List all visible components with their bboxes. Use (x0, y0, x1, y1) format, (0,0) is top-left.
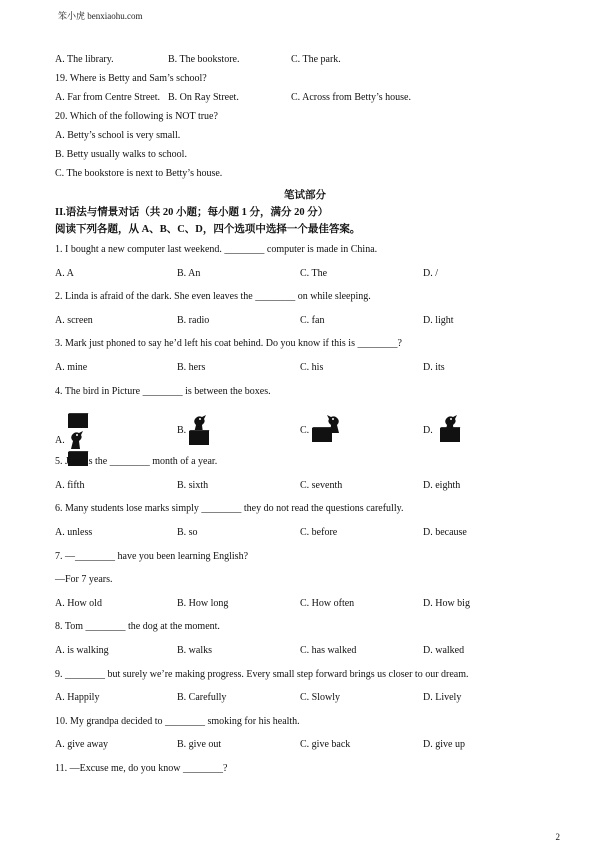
question-text: 7. —________ have you been learning English? (55, 550, 249, 562)
answer-option: B. hers (177, 361, 206, 373)
answer-option: B. radio (177, 314, 210, 326)
document-body (55, 50, 555, 780)
page-number: 2 (555, 832, 560, 842)
answer-option: D. / (423, 267, 438, 279)
question-text: 19. Where is Betty and Sam’s school? (55, 73, 207, 84)
question-text: 3. Mark just phoned to say he’d left his coat behind. Do you know if this is ________? (55, 338, 402, 350)
answer-option: D. because (423, 526, 467, 538)
answer-option: D. light (423, 314, 454, 326)
answer-option: C. before (300, 526, 338, 538)
answer-option: B. The bookstore. (168, 54, 240, 65)
answer-options (55, 50, 555, 69)
bird-and-box-illustration (435, 413, 461, 447)
answer-option: C. The park. (291, 54, 341, 65)
answer-options (55, 356, 555, 380)
answer-options (55, 88, 555, 107)
option-label: D. (423, 424, 433, 436)
answer-option: B. walks (177, 644, 212, 656)
bird-and-box-illustration (188, 413, 212, 447)
answer-option: B. An (177, 267, 201, 279)
picture-option (177, 413, 212, 447)
question-text: 6. Many students lose marks simply ________ they do not read the questions carefully. (55, 503, 404, 515)
picture-option (300, 413, 341, 447)
answer-option: C. fan (300, 314, 325, 326)
answer-options (55, 686, 555, 710)
answer-option: C. give back (300, 739, 351, 751)
page-header: 笨小虎 benxiaohu.com (58, 11, 143, 21)
answer-option: A. A (55, 267, 74, 279)
answer-option: B. give out (177, 739, 222, 751)
answer-option: C. has walked (300, 644, 357, 656)
answer-option: A. screen (55, 314, 93, 326)
section-heading: II.语法与情景对话（共 20 小题；每小题 1 分，满分 20 分） (55, 207, 329, 218)
option-label: B. (177, 424, 187, 436)
question-text: 2. Linda is afraid of the dark. She even leaves the ________ on while sleeping. (55, 291, 371, 303)
answer-option: A. Far from Centre Street. (55, 92, 160, 103)
answer-options (55, 592, 555, 616)
answer-option: A. unless (55, 526, 93, 538)
picture-option (423, 413, 461, 447)
answer-option: A. give away (55, 739, 109, 751)
answer-option: D. eighth (423, 479, 461, 491)
reading-section (55, 50, 555, 183)
answer-option: D. its (423, 361, 445, 373)
answer-option: D. How big (423, 597, 470, 609)
answer-option: D. give up (423, 739, 465, 751)
question-text: 10. My grandpa decided to ________ smoking for his health. (55, 715, 300, 727)
question-text: 8. Tom ________ the dog at the moment. (55, 621, 220, 633)
picture-options (55, 403, 555, 450)
question-list (55, 238, 555, 780)
answer-options (55, 309, 555, 333)
question-text: 4. The bird in Picture ________ is between the boxes. (55, 385, 271, 397)
question-text: A. Betty’s school is very small. (55, 130, 181, 141)
bird-and-box-illustration (311, 413, 341, 447)
answer-option: D. Lively (423, 692, 462, 704)
answer-option: C. Across from Betty’s house. (291, 92, 411, 103)
answer-option: D. walked (423, 644, 465, 656)
question-text: 11. —Excuse me, do you know ________? (55, 762, 228, 774)
answer-option: C. The (300, 267, 328, 279)
answer-options (55, 639, 555, 663)
question-text: —For 7 years. (55, 574, 113, 586)
answer-option: A. mine (55, 361, 88, 373)
answer-option: C. How often (300, 597, 355, 609)
answer-option: B. How long (177, 597, 229, 609)
answer-option: A. How old (55, 597, 102, 609)
option-label: C. (300, 424, 310, 436)
answer-options (55, 474, 555, 498)
answer-option: A. fifth (55, 479, 85, 491)
answer-option: C. seventh (300, 479, 343, 491)
answer-options (55, 521, 555, 545)
answer-option: B. so (177, 526, 198, 538)
question-text: C. The bookstore is next to Betty’s house. (55, 168, 223, 179)
question-text: 5. June is the ________ month of a year. (55, 456, 218, 468)
answer-options (55, 733, 555, 757)
answer-option: A. Happily (55, 692, 100, 704)
section-title: 笔试部分 (284, 190, 326, 201)
question-text: 9. ________ but surely we’re making progress. Every small step forward brings us closer to our dream. (55, 668, 469, 680)
answer-options (55, 262, 555, 286)
answer-option: A. is walking (55, 644, 109, 656)
answer-option: A. The library. (55, 54, 114, 65)
question-text: 20. Which of the following is NOT true? (55, 111, 218, 122)
answer-option: C. Slowly (300, 692, 341, 704)
question-text: 1. I bought a new computer last weekend. ________ computer is made in China. (55, 244, 378, 255)
question-text: B. Betty usually walks to school. (55, 149, 187, 160)
answer-option: B. sixth (177, 479, 209, 491)
answer-option: B. On Ray Street. (168, 92, 239, 103)
section-instruction: 阅读下列各题，从 A、B、C、D，四个选项中选择一个最佳答案。 (55, 224, 361, 235)
answer-option: C. his (300, 361, 324, 373)
option-label: A. (55, 434, 65, 446)
answer-option: B. Carefully (177, 692, 227, 704)
